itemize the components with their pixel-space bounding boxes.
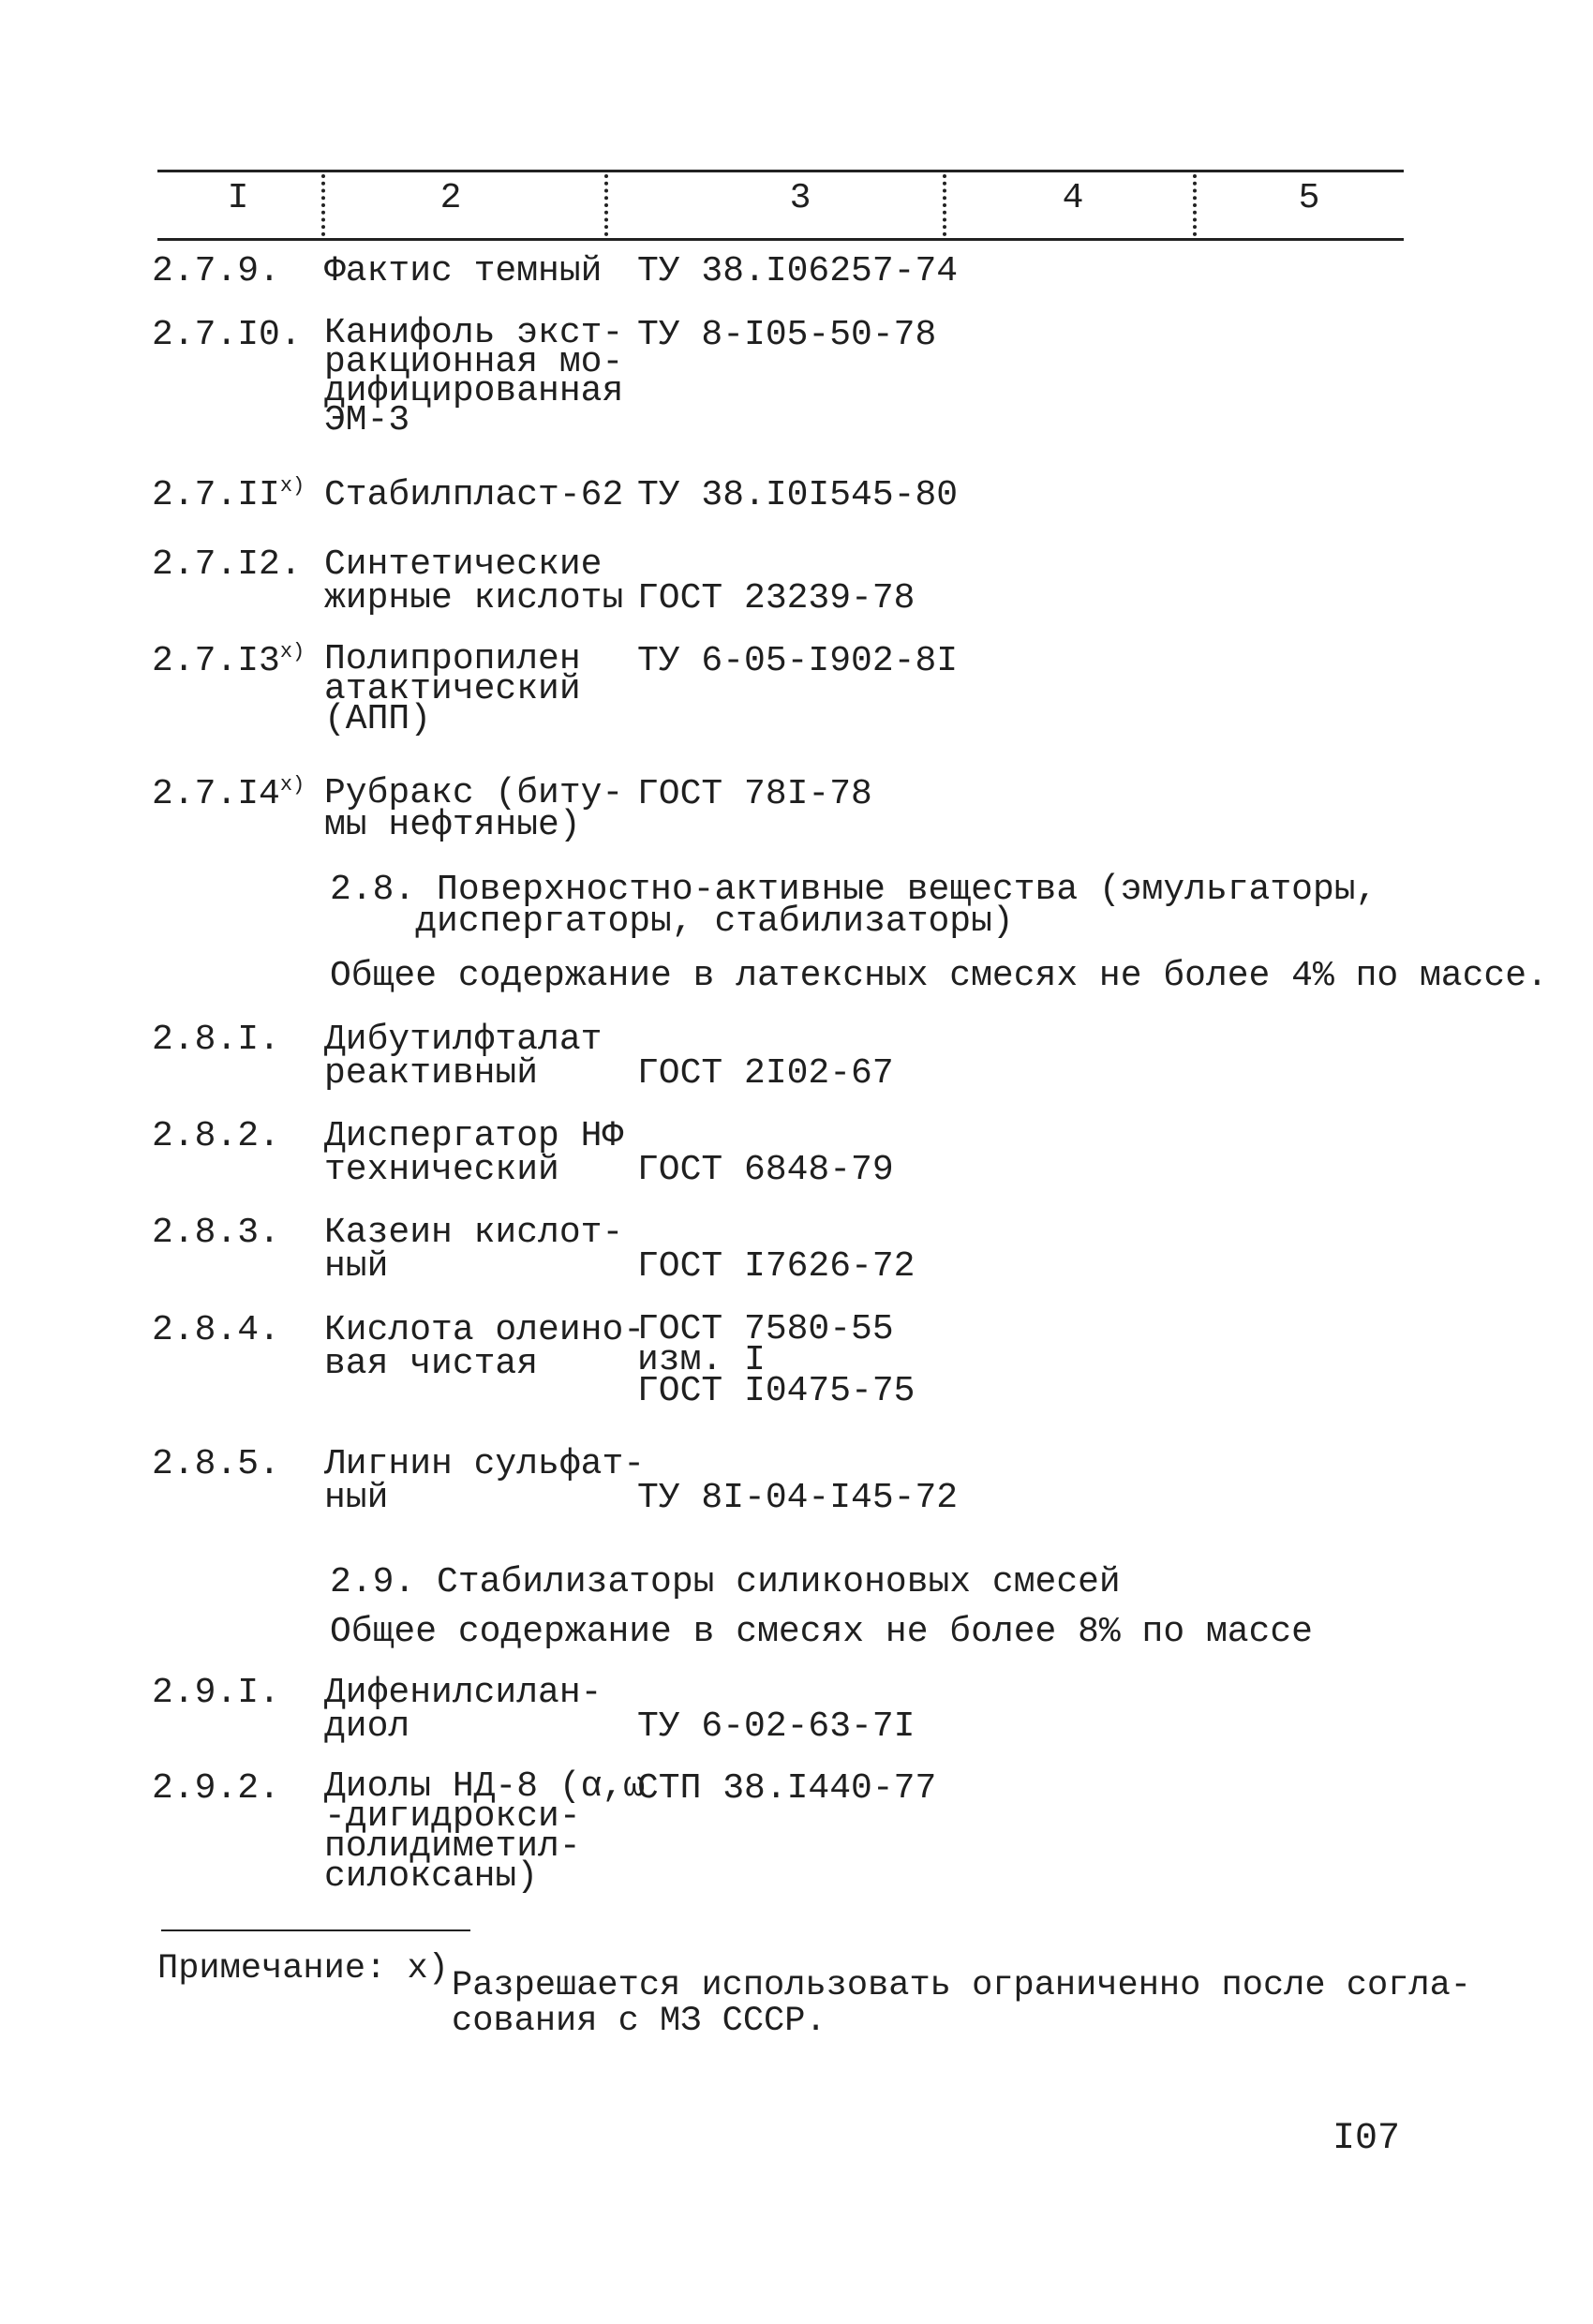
row-number: 2.8.2.: [152, 1116, 280, 1156]
column-header-3: 3: [789, 178, 811, 218]
standard-document: ТУ 8I-04-I45-72: [637, 1478, 959, 1518]
standard-document: ТУ 6-02-63-7I: [637, 1706, 916, 1747]
material-name: Синтетические жирные кислоты: [324, 544, 624, 618]
row-number: 2.8.I.: [152, 1020, 280, 1060]
column-separator-4: [1193, 174, 1197, 236]
row-number: 2.7.9.: [152, 251, 280, 291]
section-content-note-2-9: Общее содержание в смесях не более 8% по массе: [330, 1612, 1313, 1652]
footnote-label: Примечание: x): [157, 1949, 449, 1989]
column-header-2: 2: [439, 178, 462, 218]
standard-document: ТУ 6-05-I902-8I: [637, 641, 959, 681]
material-name: Рубракс (биту- мы нефтяные): [324, 773, 624, 845]
section-content-note-2-8: Общее содержание в латексных смесях не более 4% по массе.: [330, 956, 1548, 996]
material-name: Кислота олеино- вая чистая: [324, 1310, 646, 1384]
footnote-rule: [161, 1929, 470, 1931]
standard-document: ТУ 38.I06257-74: [637, 251, 959, 291]
row-number: 2.7.I0.: [152, 315, 302, 355]
standard-document: ТУ 8-I05-50-78: [637, 315, 937, 355]
material-name: Лигнин сульфат- ный: [324, 1444, 646, 1518]
material-name: Диспергатор НФ технический: [324, 1116, 624, 1190]
column-header-4: 4: [1062, 178, 1084, 218]
row-number: 2.7.I4$^{x)}$: [152, 773, 305, 814]
row-number: 2.9.I.: [152, 1673, 280, 1713]
material-name: Канифоль экст- ракционная мо- дифицированная ЭМ-3: [324, 313, 624, 440]
material-name: Диолы НД-8 (α,ω -дигидрокси- полидиметил- силоксаны): [324, 1766, 646, 1897]
row-number: 2.7.I3$^{x)}$: [152, 640, 305, 681]
row-number: 2.7.II$^{x)}$: [152, 474, 305, 515]
standard-document: ГОСТ 7580-55 изм. I ГОСТ I0475-75: [637, 1309, 916, 1411]
material-name: Фактис темный: [324, 251, 603, 291]
material-name: Полипропилен атактический (АПП): [324, 639, 581, 739]
material-name: Дибутилфталат реактивный: [324, 1020, 603, 1094]
material-name: Дифенилсилан- диол: [324, 1673, 603, 1747]
material-name: Казеин кислот- ный: [324, 1213, 624, 1287]
page-number: I07: [1332, 2118, 1401, 2160]
column-separator-3: [943, 174, 946, 236]
standard-document: ГОСТ 6848-79: [637, 1150, 894, 1190]
standard-document: ТУ 38.I0I545-80: [637, 475, 959, 515]
standard-document: ГОСТ 78I-78: [637, 774, 872, 814]
row-number: 2.9.2.: [152, 1768, 280, 1809]
column-header-1: I: [227, 178, 249, 218]
table-header-rule: [157, 238, 1404, 241]
section-title-2-8: 2.8. Поверхностно-активные вещества (эмульгаторы, диспергаторы, стабилизаторы): [330, 870, 1377, 942]
standard-document: ГОСТ 2I02-67: [637, 1053, 894, 1094]
row-number: 2.7.I2.: [152, 544, 302, 585]
row-number: 2.8.3.: [152, 1213, 280, 1253]
row-number: 2.8.5.: [152, 1444, 280, 1484]
footnote-text: Разрешается использовать ограниченно после согла- сования с МЗ СССР.: [452, 1966, 1471, 2041]
standard-document: ГОСТ 23239-78: [637, 578, 916, 618]
column-separator-1: [321, 174, 325, 236]
standard-document: ГОСТ I7626-72: [637, 1246, 916, 1287]
row-number: 2.8.4.: [152, 1310, 280, 1350]
column-separator-2: [604, 174, 608, 236]
table-top-rule: [157, 170, 1404, 172]
standard-document: СТП 38.I440-77: [637, 1768, 937, 1809]
material-name: Стабилпласт-62: [324, 475, 624, 515]
section-title-2-9: 2.9. Стабилизаторы силиконовых смесей: [330, 1562, 1121, 1602]
column-header-5: 5: [1298, 178, 1320, 218]
